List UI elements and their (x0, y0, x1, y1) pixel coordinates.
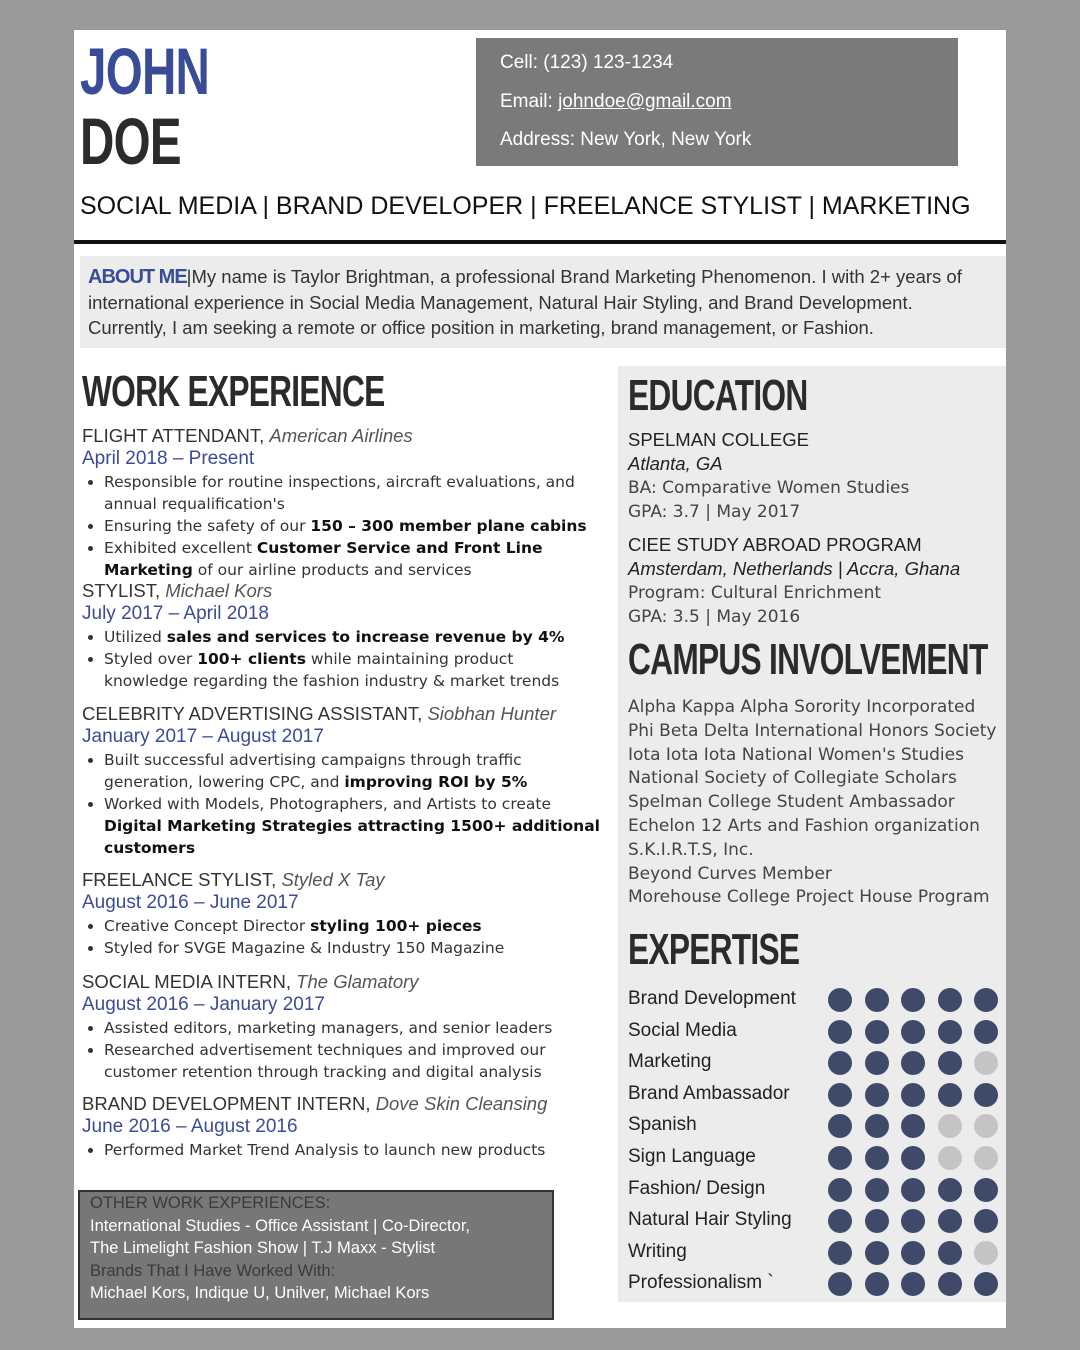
bullet-highlight: Digital Marketing Strategies attracting 1500+ additional customers (104, 817, 600, 857)
bullet-highlight: 100+ clients (197, 650, 306, 668)
rating-dot-empty (974, 1146, 998, 1170)
rating-dot-filled (974, 1209, 998, 1233)
gpa: GPA: 3.5 | May 2016 (628, 607, 801, 627)
involvement-item: S.K.I.R.T.S, Inc. (628, 839, 754, 860)
rating-dot-empty (938, 1114, 962, 1138)
rating-dot-filled (828, 1272, 852, 1296)
rating-dot-filled (828, 1083, 852, 1107)
bullet-item (104, 626, 602, 648)
job-title-line (82, 424, 602, 447)
brands-list: Michael Kors, Indique U, Unilver, Michael Kors (90, 1284, 430, 1302)
job-role: CELEBRITY ADVERTISING ASSISTANT, (82, 703, 428, 724)
bullet-item (104, 749, 602, 793)
job-bullets (82, 1139, 602, 1161)
job-company: American Airlines (269, 425, 413, 446)
rating-dot-filled (901, 1020, 925, 1044)
job-entry (82, 868, 602, 959)
skill-label: Marketing (628, 1051, 712, 1073)
job-dates: July 2017 – April 2018 (82, 603, 269, 624)
bullet-item (104, 1017, 602, 1039)
job-bullets (82, 749, 602, 859)
rating-dot-filled (828, 1209, 852, 1233)
school-location: Atlanta, GA (628, 453, 723, 474)
first-name: JOHN (80, 34, 210, 108)
bullet-item (104, 937, 602, 959)
brands-heading: Brands That I Have Worked With: (90, 1261, 336, 1280)
rating-dot-filled (901, 1051, 925, 1075)
bullet-text: Styled for SVGE Magazine & Industry 150 Magazine (104, 939, 505, 957)
about-heading: ABOUT ME (88, 266, 187, 288)
email-link[interactable]: johndoe@gmail.com (558, 91, 732, 112)
other-heading: OTHER WORK EXPERIENCES: (90, 1194, 331, 1212)
rating-dot-filled (901, 1178, 925, 1202)
other-line-1: International Studies - Office Assistant | Co-Director, (90, 1216, 470, 1235)
job-entry (82, 1092, 602, 1161)
skill-row (628, 1209, 998, 1235)
email-line (500, 91, 732, 113)
degree: BA: Comparative Women Studies (628, 478, 910, 498)
bullet-item (104, 793, 602, 859)
rating-dot-filled (865, 1241, 889, 1265)
job-role: FREELANCE STYLIST, (82, 869, 282, 890)
rating-dot-empty (974, 1241, 998, 1265)
rating-dot-filled (865, 1272, 889, 1296)
rating-dot-filled (865, 1178, 889, 1202)
campus-involvement-heading: CAMPUS INVOLVEMENT (628, 635, 988, 684)
job-entry (82, 702, 602, 859)
work-experience-heading: WORK EXPERIENCE (82, 367, 385, 416)
skill-label: Natural Hair Styling (628, 1209, 792, 1231)
rating-dot-filled (974, 1020, 998, 1044)
job-dates: August 2016 – June 2017 (82, 892, 299, 913)
bullet-highlight: sales and services to increase revenue by 4% (166, 628, 565, 646)
about-section (80, 256, 1006, 348)
rating-dot-filled (901, 1209, 925, 1233)
skill-row (628, 1083, 998, 1109)
rating-dot-filled (865, 1020, 889, 1044)
job-entry (82, 970, 602, 1083)
skill-label: Fashion/ Design (628, 1177, 766, 1199)
other-line-2: The Limelight Fashion Show | T.J Maxx - Stylist (90, 1239, 436, 1257)
bullet-highlight: styling 100+ pieces (310, 917, 482, 935)
job-dates: June 2016 – August 2016 (82, 1116, 298, 1137)
last-name: DOE (80, 104, 181, 178)
bullet-text: Worked with Models, Photographers, and Artists to create (104, 795, 551, 813)
skill-row (628, 1241, 998, 1267)
bullet-text: Styled over (104, 650, 198, 668)
rating-dot-empty (938, 1146, 962, 1170)
involvement-item: Morehouse College Project House Program (628, 887, 990, 908)
skill-row (628, 1051, 998, 1077)
rating-dot-filled (865, 1083, 889, 1107)
job-company: Siobhan Hunter (427, 703, 557, 724)
job-dates: April 2018 – Present (82, 448, 255, 469)
contact-box (476, 38, 958, 166)
rating-dot-filled (974, 988, 998, 1012)
rating-dot-empty (974, 1114, 998, 1138)
involvement-item: National Society of Collegiate Scholars (628, 768, 957, 789)
bullet-text: Exhibited excellent (104, 539, 257, 557)
job-role: SOCIAL MEDIA INTERN, (82, 971, 297, 992)
skill-label: Spanish (628, 1114, 697, 1136)
rating-dot-filled (938, 1209, 962, 1233)
rating-dot-filled (938, 1178, 962, 1202)
skill-row (628, 988, 998, 1014)
other-experience-box (78, 1190, 554, 1320)
rating-dot-filled (901, 1272, 925, 1296)
job-company: The Glamatory (296, 971, 419, 992)
skill-row (628, 1178, 998, 1204)
rating-dot-filled (901, 1146, 925, 1170)
job-title-line (82, 868, 602, 891)
bullet-text: while maintaining product knowledge regarding the fashion industry & market trends (104, 650, 560, 690)
job-title-line (82, 1092, 602, 1115)
bullet-item (104, 1139, 602, 1161)
bullet-text: Researched advertisement techniques and improved our customer retention through tracking and digital analysis (104, 1041, 546, 1081)
rating-dot-filled (901, 1114, 925, 1138)
rating-dot-filled (901, 1241, 925, 1265)
rating-dot-filled (865, 1114, 889, 1138)
rating-dot-filled (938, 1241, 962, 1265)
involvement-item: Spelman College Student Ambassador (628, 792, 955, 813)
campus-involvement-list (628, 696, 996, 910)
job-company: Michael Kors (165, 580, 273, 601)
bullet-item (104, 648, 602, 692)
rating-dot-filled (938, 1083, 962, 1107)
rating-dot-filled (974, 1272, 998, 1296)
bullet-item (104, 1039, 602, 1083)
education-heading: EDUCATION (628, 371, 808, 420)
skill-label: Sign Language (628, 1146, 756, 1167)
rating-dot-filled (901, 988, 925, 1012)
involvement-item: Phi Beta Delta International Honors Society (628, 720, 997, 741)
job-role: BRAND DEVELOPMENT INTERN, (82, 1093, 376, 1114)
involvement-item: Beyond Curves Member (628, 863, 832, 884)
rating-dot-filled (865, 988, 889, 1012)
bullet-text: Ensuring the safety of our (104, 517, 311, 535)
right-column (618, 366, 1006, 1302)
bullet-item (104, 915, 602, 937)
rating-dot-filled (828, 1051, 852, 1075)
bullet-text: Responsible for routine inspections, aircraft evaluations, and annual requalification's (104, 473, 575, 513)
job-title-line (82, 970, 602, 993)
job-entry (82, 424, 602, 581)
job-bullets (82, 915, 602, 959)
job-dates: January 2017 – August 2017 (82, 726, 324, 747)
program: Program: Cultural Enrichment (628, 583, 882, 603)
skill-label: Brand Development (628, 988, 796, 1009)
about-text-block (88, 264, 988, 340)
bullet-text: Built successful advertising campaigns through traffic generation, lowering CPC, and (104, 751, 522, 791)
education-entry (628, 428, 909, 524)
about-text: |My name is Taylor Brightman, a professional Brand Marketing Phenomenon. I with 2+ years of international experience in Social Media Management, Natural Hair Styling, and Brand Development. Currently, I am seeking a remote or office position in marketing, brand management, or Fashion. (88, 266, 962, 338)
bullet-highlight: improving ROI by 5% (344, 773, 528, 791)
involvement-item: Alpha Kappa Alpha Sorority Incorporated (628, 697, 976, 717)
rating-dot-filled (865, 1146, 889, 1170)
rating-dot-filled (938, 988, 962, 1012)
skill-label: Professionalism ` (628, 1272, 774, 1294)
job-role: FLIGHT ATTENDANT, (82, 425, 270, 446)
rating-dot-filled (938, 1272, 962, 1296)
school-name: CIEE STUDY ABROAD PROGRAM (628, 534, 922, 555)
skill-row (628, 1146, 998, 1172)
rating-dot-filled (974, 1178, 998, 1202)
rating-dot-filled (828, 1020, 852, 1044)
bullet-text: Assisted editors, marketing managers, and senior leaders (104, 1019, 553, 1037)
skill-label: Writing (628, 1240, 687, 1262)
rating-dot-filled (828, 1178, 852, 1202)
rating-dot-filled (828, 988, 852, 1012)
school-location: Amsterdam, Netherlands | Accra, Ghana (628, 558, 961, 579)
involvement-item: Iota Iota Iota National Women's Studies (628, 744, 964, 765)
job-title-line (82, 579, 602, 602)
rating-dot-filled (828, 1146, 852, 1170)
bullet-text: Utilized (104, 628, 167, 646)
header-divider (74, 240, 1006, 244)
bullet-text: Performed Market Trend Analysis to launch new products (104, 1141, 546, 1159)
address: Address: New York, New York (500, 129, 752, 150)
gpa: GPA: 3.7 | May 2017 (628, 502, 801, 522)
education-entry (628, 533, 960, 629)
job-bullets (82, 1017, 602, 1083)
rating-dot-filled (938, 1051, 962, 1075)
skill-row (628, 1272, 998, 1298)
rating-dot-empty (974, 1051, 998, 1075)
skill-label: Brand Ambassador (628, 1082, 790, 1104)
email-label: Email: (500, 91, 559, 112)
bullet-item (104, 515, 602, 537)
job-role: STYLIST, (82, 580, 166, 601)
bullet-item (104, 471, 602, 515)
school-name: SPELMAN COLLEGE (628, 429, 809, 450)
tagline: SOCIAL MEDIA | BRAND DEVELOPER | FREELANCE STYLIST | MARKETING (80, 192, 971, 220)
resume-page (74, 30, 1006, 1328)
job-bullets (82, 626, 602, 692)
skill-label: Social Media (628, 1019, 737, 1041)
rating-dot-filled (865, 1051, 889, 1075)
job-entry (82, 579, 602, 692)
job-company: Styled X Tay (281, 869, 385, 890)
rating-dot-filled (828, 1114, 852, 1138)
rating-dot-filled (901, 1083, 925, 1107)
skill-row (628, 1114, 998, 1140)
job-dates: August 2016 – January 2017 (82, 994, 325, 1015)
job-bullets (82, 471, 602, 581)
expertise-heading: EXPERTISE (628, 925, 800, 974)
rating-dot-filled (974, 1083, 998, 1107)
rating-dot-filled (938, 1020, 962, 1044)
skill-row (628, 1020, 998, 1046)
rating-dot-filled (865, 1209, 889, 1233)
rating-dot-filled (828, 1241, 852, 1265)
bullet-item (104, 537, 602, 581)
bullet-text: of our airline products and services (192, 561, 472, 579)
cell-phone: Cell: (123) 123-1234 (500, 52, 674, 73)
bullet-highlight: Customer Service and Front Line Marketing (104, 539, 543, 579)
bullet-text: Creative Concept Director (104, 917, 311, 935)
bullet-highlight: 150 – 300 member plane cabins (310, 517, 587, 535)
job-company: Dove Skin Cleansing (375, 1093, 548, 1114)
involvement-item: Echelon 12 Arts and Fashion organization (628, 815, 980, 836)
job-title-line (82, 702, 602, 725)
